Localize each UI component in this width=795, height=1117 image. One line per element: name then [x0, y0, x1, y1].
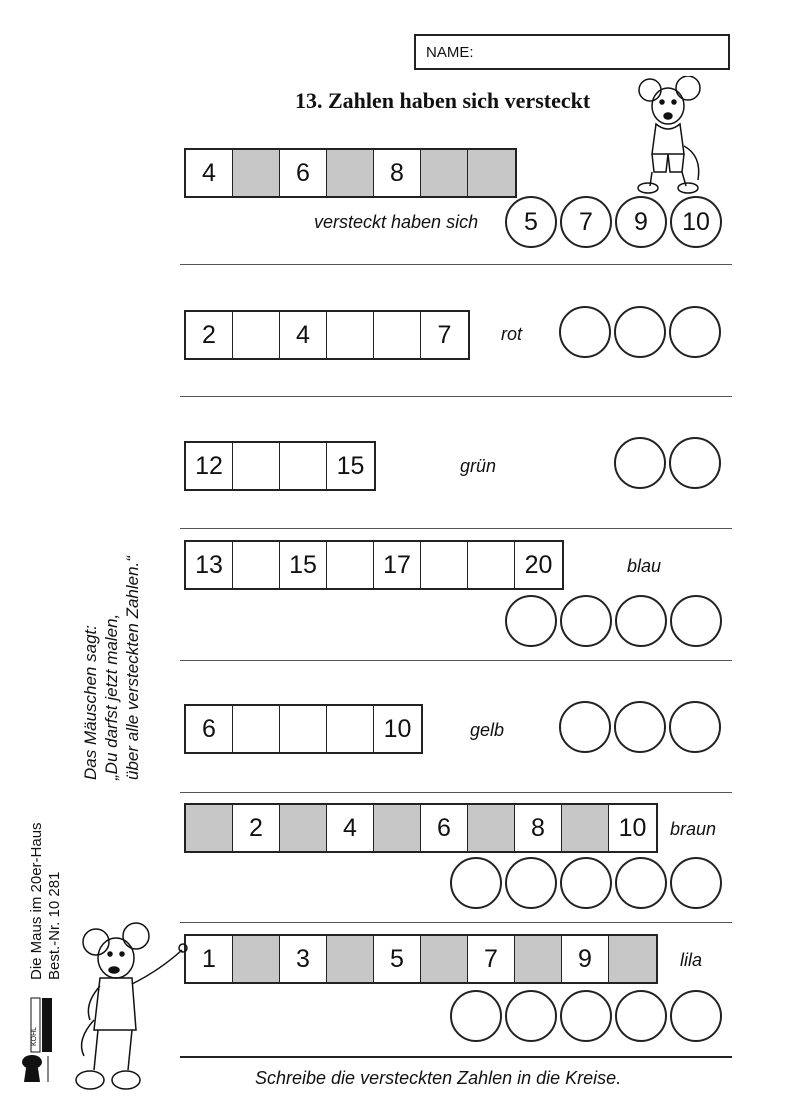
side-quote: [80, 556, 143, 780]
hidden-number-cell: [609, 936, 656, 982]
empty-number-cell[interactable]: [280, 443, 327, 489]
number-cell: 3: [280, 936, 327, 982]
publisher-order-number: Best.-Nr. 10 281: [46, 871, 63, 980]
number-cell: 8: [374, 150, 421, 196]
hidden-number-cell: [562, 805, 609, 851]
divider: [180, 922, 732, 923]
number-row-5: [184, 704, 423, 754]
hidden-number-cell: [468, 150, 515, 196]
number-row-3: [184, 441, 376, 491]
answer-circle[interactable]: [559, 306, 611, 358]
empty-number-cell[interactable]: [327, 542, 374, 588]
kohl-verlag-logo: [18, 996, 58, 1084]
exercise-label-6: braun: [670, 819, 717, 839]
answer-circles-1: [505, 196, 725, 248]
number-cell: 6: [280, 150, 327, 196]
number-cell: 13: [186, 542, 233, 588]
publisher-info: [28, 822, 64, 980]
side-quote-line-1: Das Mäuschen sagt:: [81, 625, 100, 780]
number-cell: 2: [233, 805, 280, 851]
number-cell: 10: [618, 813, 647, 842]
answer-circle[interactable]: [560, 595, 612, 647]
number-cell: 1: [186, 936, 233, 982]
number-row-4: [184, 540, 564, 590]
hidden-number-cell: [468, 805, 515, 851]
answer-circles-6: [450, 857, 725, 909]
number-cell: 20: [524, 550, 553, 579]
empty-number-cell[interactable]: [280, 706, 327, 752]
number-cell: 15: [280, 542, 327, 588]
answer-circle[interactable]: 9: [615, 196, 667, 248]
empty-number-cell[interactable]: [468, 542, 515, 588]
exercise-label-4: blau: [627, 556, 662, 576]
answer-circle[interactable]: [669, 437, 721, 489]
number-cell: 10: [383, 714, 412, 743]
number-row-7: [184, 934, 658, 984]
answer-circle[interactable]: [670, 857, 722, 909]
answer-circles-7: [450, 990, 725, 1042]
hidden-number-cell: [280, 805, 327, 851]
mouse-pointing-illustration: [70, 920, 188, 1100]
answer-circle[interactable]: [560, 990, 612, 1042]
name-field[interactable]: [414, 34, 730, 70]
answer-circle[interactable]: [560, 857, 612, 909]
answer-circles-5: [559, 701, 724, 753]
divider: [180, 792, 732, 793]
number-cell: 7: [468, 936, 515, 982]
number-cell: 4: [327, 805, 374, 851]
answer-circle[interactable]: [615, 857, 667, 909]
number-cell: 17: [374, 542, 421, 588]
answer-circles-4: [505, 595, 725, 647]
number-cell: 4: [186, 150, 233, 196]
answer-circle[interactable]: [670, 990, 722, 1042]
answer-circle[interactable]: [450, 990, 502, 1042]
side-quote-line-2: „Du darfst jetzt malen,: [102, 613, 121, 780]
side-quote-line-3: über alle versteckten Zahlen.“: [123, 556, 142, 780]
hidden-number-cell: [421, 150, 468, 196]
answer-circles-2: [559, 306, 724, 358]
answer-circle[interactable]: [614, 306, 666, 358]
empty-number-cell[interactable]: [374, 312, 421, 358]
exercise-label-3: grün: [460, 456, 497, 476]
hidden-number-cell: [421, 936, 468, 982]
name-label: NAME:: [426, 44, 474, 61]
number-row-1: [184, 148, 517, 198]
number-cell: 4: [280, 312, 327, 358]
exercise-label-2: rot: [501, 324, 523, 344]
exercise-label-5: gelb: [470, 720, 505, 740]
answer-circles-3: [614, 437, 724, 489]
hidden-number-cell: [233, 936, 280, 982]
number-cell: 6: [186, 706, 233, 752]
divider: [180, 396, 732, 397]
answer-circle[interactable]: [615, 990, 667, 1042]
number-cell: 9: [562, 936, 609, 982]
number-cell: 6: [421, 805, 468, 851]
divider: [180, 660, 732, 661]
number-cell: 7: [437, 320, 452, 349]
answer-circle[interactable]: 5: [505, 196, 557, 248]
answer-circle[interactable]: [614, 701, 666, 753]
answer-circle[interactable]: [670, 595, 722, 647]
number-row-6: [184, 803, 658, 853]
empty-number-cell[interactable]: [233, 706, 280, 752]
number-cell: 15: [336, 451, 365, 480]
publisher-title: Die Maus im 20er-Haus: [28, 822, 45, 980]
page-title: 13. Zahlen haben sich versteckt: [295, 88, 591, 113]
divider: [180, 264, 732, 265]
answer-circle[interactable]: 10: [670, 196, 722, 248]
empty-number-cell[interactable]: [233, 542, 280, 588]
number-cell: 12: [186, 443, 233, 489]
hidden-number-cell: [233, 150, 280, 196]
exercise-label-1: versteckt haben sich: [314, 212, 479, 232]
hidden-number-cell: [186, 805, 233, 851]
empty-number-cell[interactable]: [421, 542, 468, 588]
answer-circle[interactable]: [669, 701, 721, 753]
svg-text:KOHL: KOHL: [31, 1026, 38, 1046]
number-cell: 8: [515, 805, 562, 851]
exercise-label-7: lila: [680, 950, 703, 970]
answer-circle[interactable]: [450, 857, 502, 909]
answer-circle[interactable]: [559, 701, 611, 753]
answer-circle[interactable]: [614, 437, 666, 489]
number-cell: 5: [374, 936, 421, 982]
empty-number-cell[interactable]: [327, 706, 374, 752]
number-row-2: [184, 310, 470, 360]
answer-circle[interactable]: [505, 857, 557, 909]
empty-number-cell[interactable]: [233, 443, 280, 489]
hidden-number-cell: [327, 936, 374, 982]
bottom-rule: [180, 1056, 732, 1058]
hidden-number-cell: [374, 805, 421, 851]
empty-number-cell[interactable]: [327, 312, 374, 358]
answer-circle[interactable]: 7: [560, 196, 612, 248]
number-cell: 2: [186, 312, 233, 358]
answer-circle[interactable]: [505, 595, 557, 647]
empty-number-cell[interactable]: [233, 312, 280, 358]
answer-circle[interactable]: [615, 595, 667, 647]
hidden-number-cell: [327, 150, 374, 196]
mouse-thinking-illustration: [628, 76, 708, 194]
answer-circle[interactable]: [505, 990, 557, 1042]
hidden-number-cell: [515, 936, 562, 982]
instruction-text: Schreibe die versteckten Zahlen in die Kreise.: [255, 1068, 622, 1088]
answer-circle[interactable]: [669, 306, 721, 358]
divider: [180, 528, 732, 529]
